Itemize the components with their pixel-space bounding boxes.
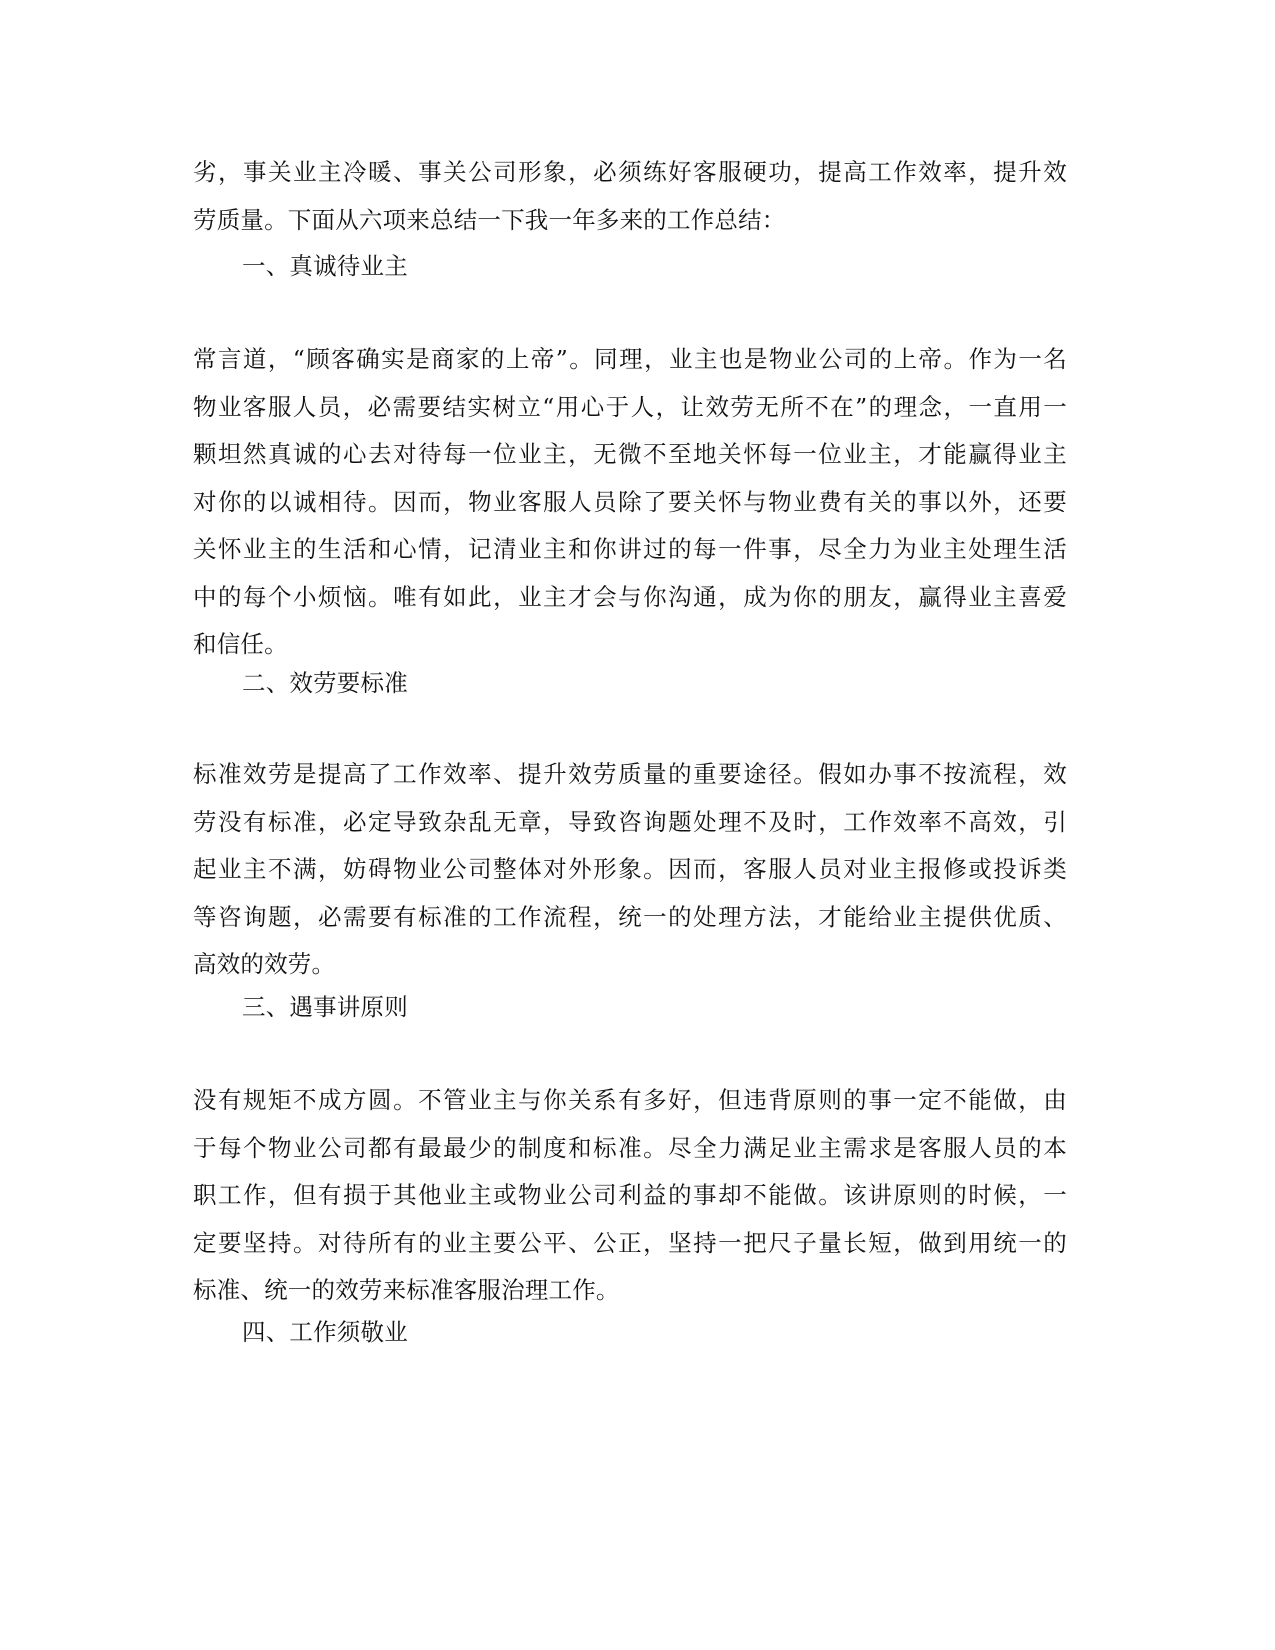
text-line: 标准、统一的效劳来标准客服治理工作。	[193, 1276, 620, 1304]
section-heading-2: 二、效劳要标准	[242, 669, 408, 697]
section-3-paragraph	[193, 1077, 1067, 1315]
section-heading-4: 四、工作须敬业	[242, 1318, 408, 1346]
text-line: 于每个物业公司都有最最少的制度和标准。尽全力满足业主需求是客服人员的本	[193, 1133, 1067, 1162]
text-line: 劣，事关业主冷暖、事关公司形象，必须练好客服硬功，提高工作效率，提升效	[193, 158, 1067, 186]
intro-paragraph	[193, 149, 1067, 244]
text-line: 颗坦然真诚的心去对待每一位业主，无微不至地关怀每一位业主，才能赢得业主	[193, 440, 1067, 468]
text-line: 物业客服人员，必需要结实树立“用心于人，让效劳无所不在”的理念，一直用一	[193, 392, 1067, 421]
text-line: 常言道，“顾客确实是商家的上帝”。同理，业主也是物业公司的上帝。作为一名	[193, 345, 1067, 373]
text-line: 标准效劳是提高了工作效率、提升效劳质量的重要途径。假如办事不按流程，效	[193, 760, 1067, 788]
text-line: 关怀业主的生活和心情，记清业主和你讲过的每一件事，尽全力为业主处理生活	[193, 535, 1067, 563]
section-heading-3: 三、遇事讲原则	[242, 993, 408, 1021]
text-line: 劳没有标准，必定导致杂乱无章，导致咨询题处理不及时，工作效率不高效，引	[193, 807, 1067, 836]
text-line: 定要坚持。对待所有的业主要公平、公正，坚持一把尺子量长短，做到用统一的	[193, 1228, 1067, 1257]
text-line: 中的每个小烦恼。唯有如此，业主才会与你沟通，成为你的朋友，赢得业主喜爱	[193, 582, 1067, 611]
text-line: 劳质量。下面从六项来总结一下我一年多来的工作总结：	[193, 205, 786, 234]
text-line: 职工作，但有损于其他业主或物业公司利益的事却不能做。该讲原则的时候，一	[193, 1181, 1067, 1209]
text-line: 没有规矩不成方圆。不管业主与你关系有多好，但违背原则的事一定不能做，由	[193, 1086, 1067, 1114]
text-line: 等咨询题，必需要有标准的工作流程，统一的处理方法，才能给业主提供优质、	[193, 902, 1067, 931]
text-line: 高效的效劳。	[193, 950, 336, 978]
section-1-paragraph	[193, 336, 1067, 669]
text-line: 对你的以诚相待。因而，物业客服人员除了要关怀与物业费有关的事以外，还要	[193, 487, 1067, 516]
text-line: 起业主不满，妨碍物业公司整体对外形象。因而，客服人员对业主报修或投诉类	[193, 855, 1067, 883]
section-heading-1: 一、真诚待业主	[242, 252, 408, 280]
section-2-paragraph	[193, 751, 1067, 989]
text-line: 和信任。	[193, 630, 288, 658]
